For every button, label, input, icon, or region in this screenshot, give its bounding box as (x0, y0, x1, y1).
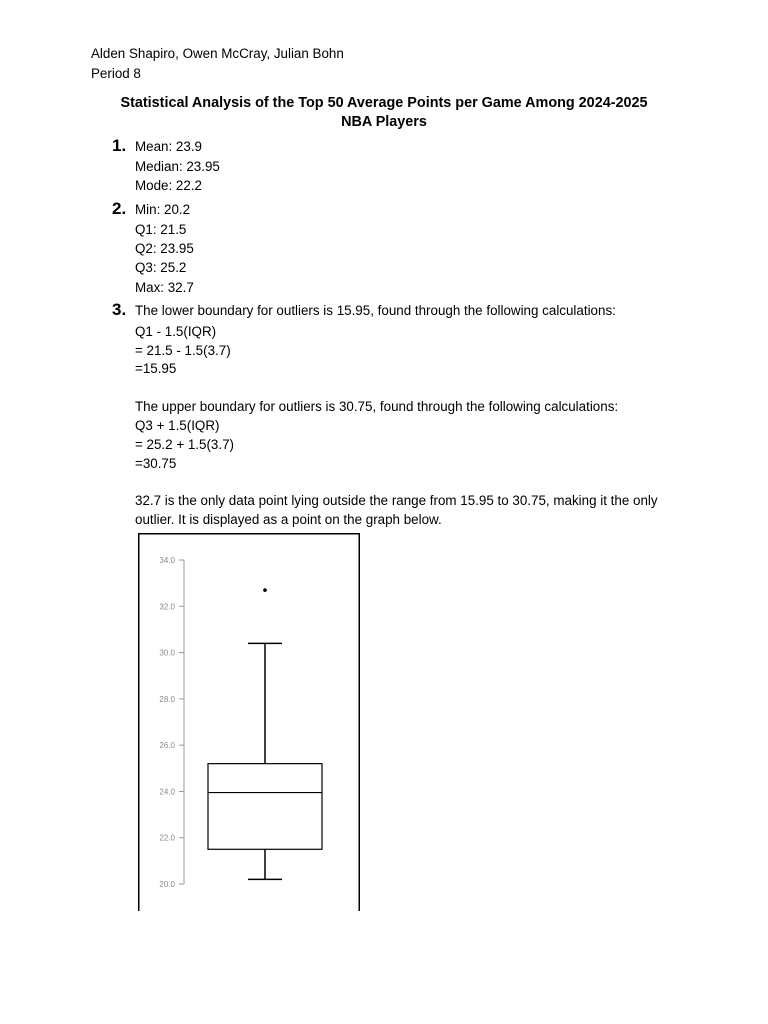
lower-calc-line: =15.95 (135, 361, 177, 376)
y-tick-label: 32.0 (159, 602, 175, 612)
q2-text: Q2: 23.95 (135, 241, 194, 256)
min-text: Min: 20.2 (135, 202, 191, 217)
max-text: Max: 32.7 (135, 280, 194, 295)
median-text: Median: 23.95 (135, 159, 220, 174)
conclusion-line-2: outlier. It is displayed as a point on the graph below. (135, 512, 442, 527)
box-plot-svg (138, 533, 360, 911)
authors: Alden Shapiro, Owen McCray, Julian Bohn (91, 46, 344, 61)
y-tick-label: 34.0 (159, 556, 175, 565)
upper-calc-line: = 25.2 + 1.5(3.7) (135, 437, 235, 452)
chart-border (139, 534, 360, 911)
title-line-2: NBA Players (341, 114, 427, 130)
conclusion-line-1: 32.7 is the only data point lying outside the range from 15.95 to 30.75, making it the only (135, 493, 658, 508)
y-tick-label: 22.0 (159, 833, 175, 843)
y-tick-label: 28.0 (159, 694, 175, 704)
period: Period 8 (91, 66, 141, 81)
q1-text: Q1: 21.5 (135, 222, 187, 237)
section-3-number: 3. (112, 300, 127, 319)
upper-boundary-intro: The upper boundary for outliers is 30.75, found through the following calculations: (135, 399, 619, 414)
lower-calc-line: = 21.5 - 1.5(3.7) (135, 343, 231, 358)
section-2-number: 2. (112, 199, 127, 218)
title-line-1: Statistical Analysis of the Top 50 Average Points per Game Among 2024-2025 (120, 95, 648, 111)
y-tick-label: 30.0 (159, 648, 175, 658)
y-tick-label: 20.0 (159, 880, 175, 889)
q3-text: Q3: 25.2 (135, 260, 187, 275)
y-tick-label: 24.0 (159, 787, 175, 797)
upper-calc-line: Q3 + 1.5(IQR) (135, 418, 220, 433)
lower-boundary-intro: The lower boundary for outliers is 15.95, found through the following calculations: (135, 303, 616, 318)
box-plot-chart (138, 533, 360, 911)
upper-calc-line: =30.75 (135, 456, 177, 471)
section-1-number: 1. (112, 136, 127, 155)
lower-calc-line: Q1 - 1.5(IQR) (135, 324, 217, 339)
outlier-point (263, 588, 267, 592)
y-tick-label: 26.0 (159, 741, 175, 751)
mode-text: Mode: 22.2 (135, 178, 202, 193)
mean-text: Mean: 23.9 (135, 139, 202, 154)
